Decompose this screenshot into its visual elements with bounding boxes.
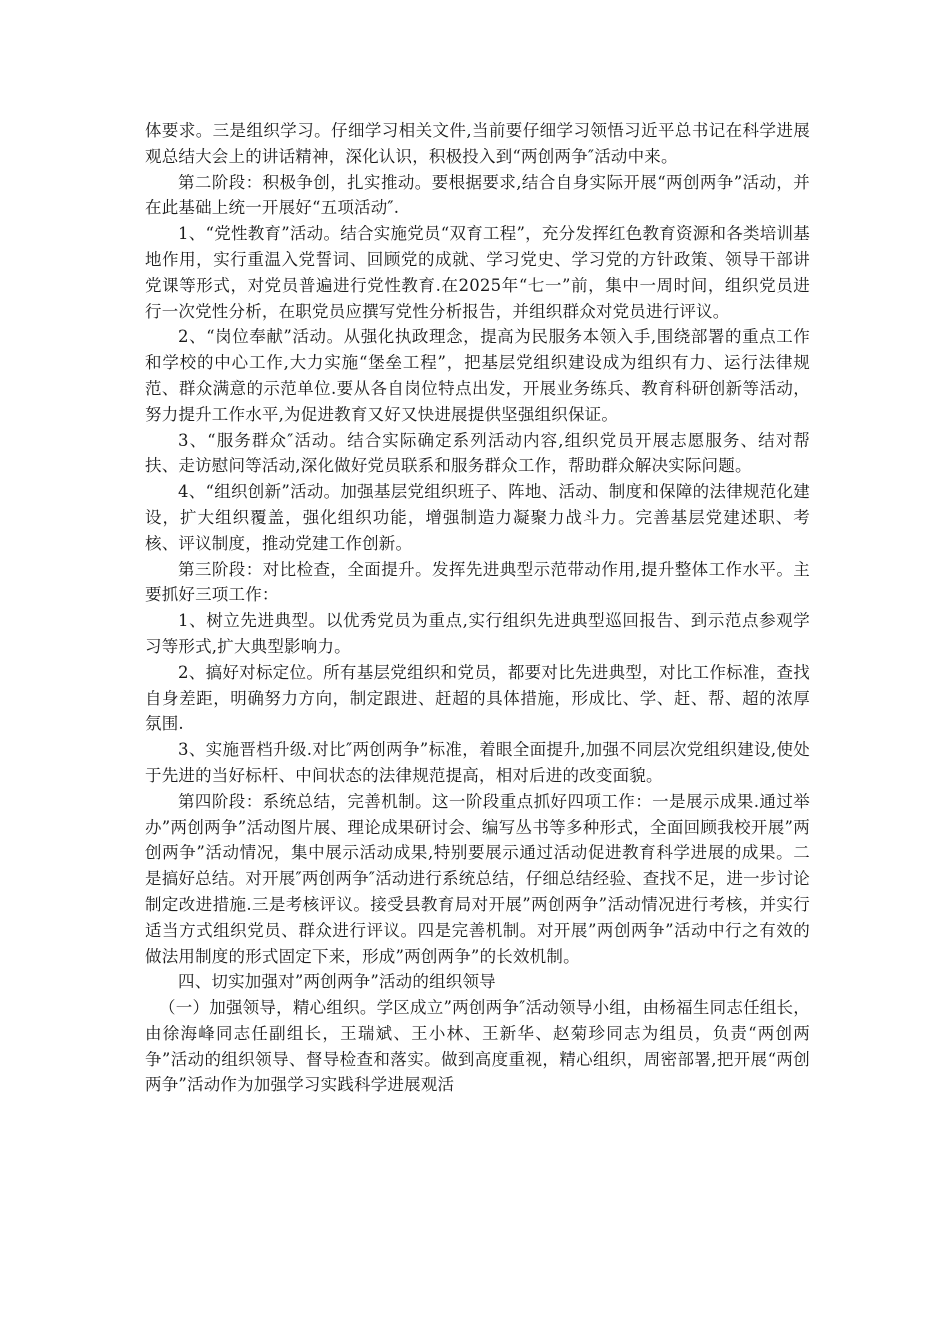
section-heading-four: 四、切实加强对”两创两争”活动的组织领导 <box>178 972 496 992</box>
paragraph-upgrade: 3、实施晋档升级.对比″两创两争”标准，着眼全面提升,加强不同层次党组织建设,使处于先进的当好标杆、中间状态的法律规范提高，相对后进的改变面貌。 <box>145 740 810 785</box>
paragraph-organization-innovation: 4、“组织创新”活动。加强基层党组织班子、阵地、活动、制度和保障的法律规范化建设，扩大组织覆盖，强化组织功能，增强制造力凝聚力战斗力。完善基层党建述职、考核、评议制度，推动党建工作创新。 <box>145 482 810 553</box>
paragraph-party-education: 1、“党性教育”活动。结合实施党员“双育工程”，充分发挥红色教育资源和各类培训基地作用，实行重温入党誓词、回顾党的成就、学习党史、学习党的方针政策、领导干部讲党课等形式，对党员普遍进行党性教育.在2025年“七一”前，集中一周时间，组织党员进行一次党性分析，在职党员应撰写党性分析报告，并组织群众对党员进行评议。 <box>145 224 810 321</box>
paragraph-advanced-models: 1、树立先进典型。以优秀党员为重点,实行组织先进典型巡回报告、到示范点参观学习等形式,扩大典型影响力。 <box>145 611 810 656</box>
paragraph-post-dedication: 2、“岗位奉献”活动。从强化执政理念，提高为民服务本领入手,围绕部署的重点工作和学校的中心工作,大力实施“堡垒工程”，把基层党组织建设成为组织有力、运行法律规范、群众满意的示范单位.要从各自岗位特点出发，开展业务练兵、教育科研创新等活动，努力提升工作水平,为促进教育又好又快进展提供坚强组织保证。 <box>145 327 810 424</box>
paragraph-leadership: （一）加强领导，精心组织。学区成立”两创两争″活动领导小组，由杨福生同志任组长，由徐海峰同志任副组长，王瑞斌、王小林、王新华、赵菊珍同志为组员，负责“两创两争”活动的组织领导、督导检查和落实。做到高度重视，精心组织，周密部署,把开展“两创两争”活动作为加强学习实践科学进展观活 <box>145 998 810 1095</box>
paragraph-stage-two: 第二阶段：积极争创，扎实推动。要根据要求,结合自身实际开展“两创两争”活动，并在此基础上统一开展好“五项活动″. <box>145 172 810 218</box>
paragraph-serve-masses: 3、“服务群众″活动。结合实际确定系列活动内容,组织党员开展志愿服务、结对帮扶、走访慰问等活动,深化做好党员联系和服务群众工作，帮助群众解决实际问题。 <box>145 430 810 476</box>
paragraph-stage-three: 第三阶段：对比检查，全面提升。发挥先进典型示范带动作用,提升整体工作水平。主要抓好三项工作： <box>145 559 810 605</box>
paragraph-intro-continuation: 体要求。三是组织学习。仔细学习相关文件,当前要仔细学习领悟习近平总书记在科学进展观总结大会上的讲话精神，深化认识，积极投入到“两创两争″活动中来。 <box>145 121 810 166</box>
paragraph-stage-four: 第四阶段：系统总结，完善机制。这一阶段重点抓好四项工作：一是展示成果.通过举办”两创两争”活动图片展、理论成果研讨会、编写丛书等多种形式，全面回顾我校开展”两创两争”活动情况，集中展示活动成果,特别要展示通过活动促进教育科学进展的成果。二是搞好总结。对开展″两创两争″活动进行系统总结，仔细总结经验、查找不足，进一步讨论制定改进措施.三是考核评议。接受县教育局对开展”两创两争”活动情况进行考核，并实行适当方式组织党员、群众进行评议。四是完善机制。对开展”两创两争”活动中行之有效的做法用制度的形式固定下来，形成”两创两争”的长效机制。 <box>145 791 810 966</box>
document-body <box>145 118 810 1098</box>
paragraph-benchmarking: 2、搞好对标定位。所有基层党组织和党员，都要对比先进典型，对比工作标准，查找自身差距，明确努力方向，制定跟进、赶超的具体措施，形成比、学、赶、帮、超的浓厚氛围. <box>145 662 810 734</box>
